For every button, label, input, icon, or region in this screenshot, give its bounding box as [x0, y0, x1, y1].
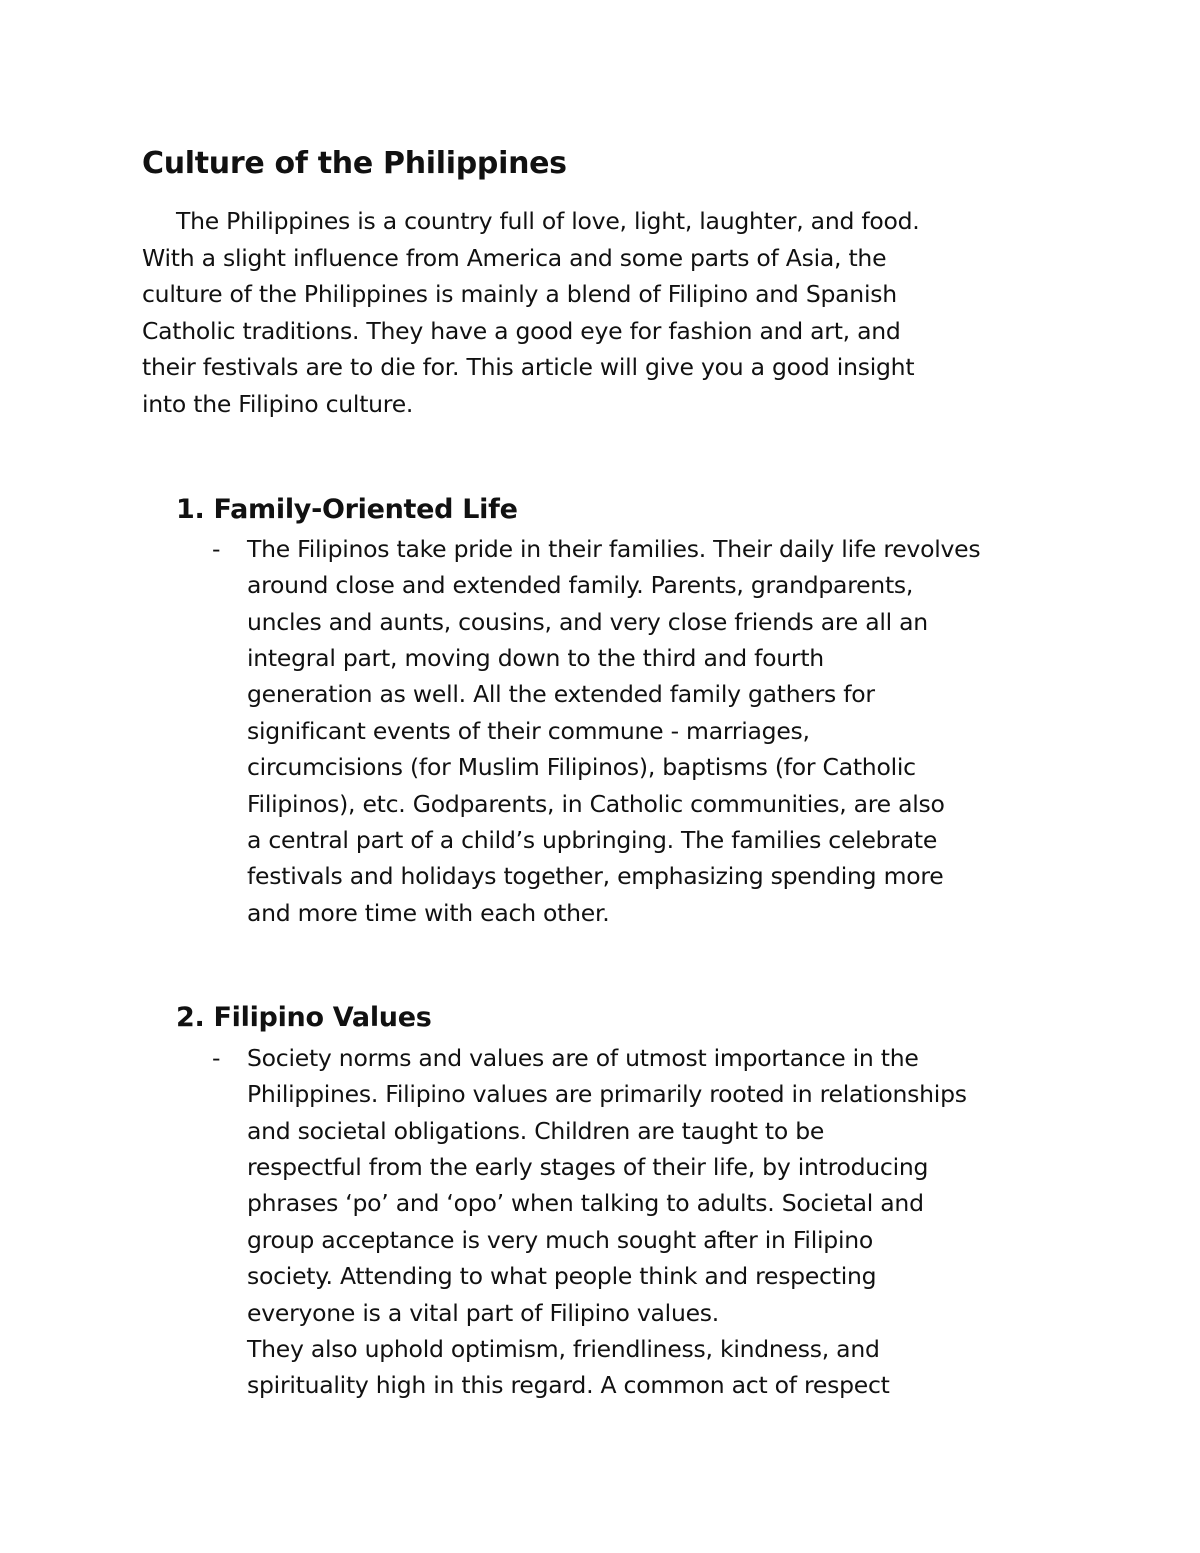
- section-heading-family: 1. Family-Oriented Life: [176, 494, 518, 525]
- section-line: Society norms and values are of utmost importance in the: [247, 1044, 919, 1072]
- section-line: and more time with each other.: [247, 899, 610, 927]
- section-line: respectful from the early stages of their life, by introducing: [247, 1153, 929, 1181]
- section-line: circumcisions (for Muslim Filipinos), baptisms (for Catholic: [247, 753, 916, 781]
- section-heading-values: 2. Filipino Values: [176, 1002, 432, 1033]
- section-line: Filipinos), etc. Godparents, in Catholic communities, are also: [247, 790, 945, 818]
- section-line: festivals and holidays together, emphasizing spending more: [247, 862, 944, 890]
- bullet-dash: -: [212, 535, 221, 563]
- section-line: integral part, moving down to the third and fourth: [247, 644, 824, 672]
- section-line: group acceptance is very much sought after in Filipino: [247, 1226, 873, 1254]
- section-line: They also uphold optimism, friendliness, kindness, and: [247, 1335, 880, 1363]
- section-line: significant events of their commune - marriages,: [247, 717, 810, 745]
- intro-line: Catholic traditions. They have a good eye for fashion and art, and: [142, 317, 901, 345]
- section-line: The Filipinos take pride in their families. Their daily life revolves: [247, 535, 981, 563]
- bullet-dash: -: [212, 1044, 221, 1072]
- intro-line: culture of the Philippines is mainly a blend of Filipino and Spanish: [142, 280, 897, 308]
- section-line: society. Attending to what people think and respecting: [247, 1262, 877, 1290]
- intro-line: into the Filipino culture.: [142, 390, 414, 418]
- section-line: uncles and aunts, cousins, and very close friends are all an: [247, 608, 928, 636]
- section-line: Philippines. Filipino values are primarily rooted in relationships: [247, 1080, 967, 1108]
- section-line: generation as well. All the extended family gathers for: [247, 680, 875, 708]
- section-line: phrases ‘po’ and ‘opo’ when talking to adults. Societal and: [247, 1189, 924, 1217]
- intro-line: With a slight influence from America and some parts of Asia, the: [142, 244, 887, 272]
- section-line: a central part of a child’s upbringing. The families celebrate: [247, 826, 938, 854]
- section-line: around close and extended family. Parents, grandparents,: [247, 571, 914, 599]
- section-line: spirituality high in this regard. A common act of respect: [247, 1371, 890, 1399]
- intro-line: The Philippines is a country full of love, light, laughter, and food.: [176, 207, 920, 235]
- page-title: Culture of the Philippines: [142, 146, 567, 181]
- section-line: everyone is a vital part of Filipino values.: [247, 1299, 720, 1327]
- section-line: and societal obligations. Children are taught to be: [247, 1117, 825, 1145]
- intro-line: their festivals are to die for. This article will give you a good insight: [142, 353, 915, 381]
